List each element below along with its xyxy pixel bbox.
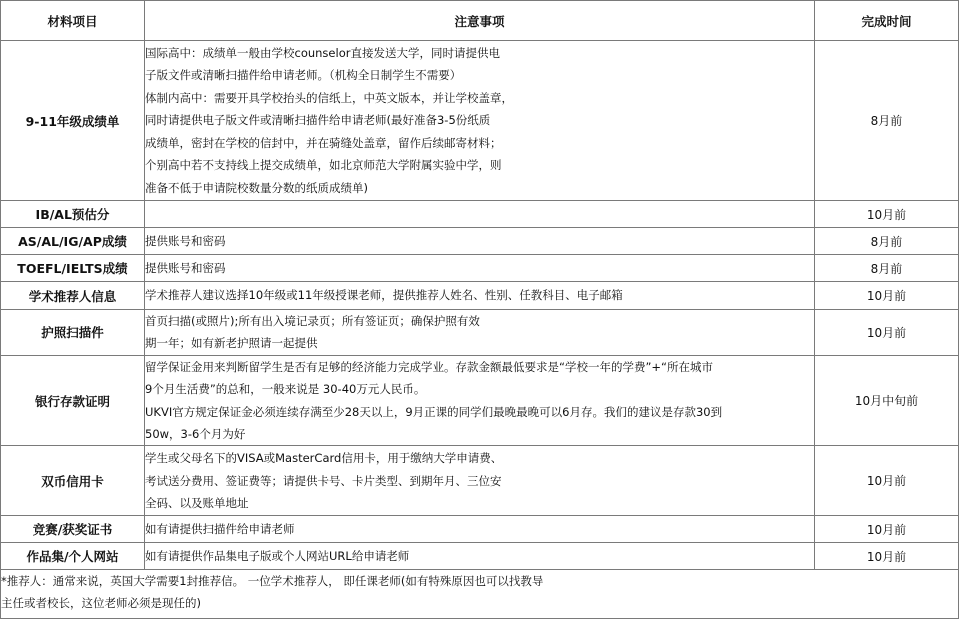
material-item: 学术推荐人信息 xyxy=(1,282,145,310)
material-item: 9-11年级成绩单 xyxy=(1,41,145,201)
note-line: 9个月生活费”的总和，一般来说是 30-40万元人民币。 xyxy=(145,382,426,397)
material-deadline: 10月中旬前 xyxy=(815,355,959,446)
material-notes xyxy=(145,355,815,446)
material-item: 银行存款证明 xyxy=(1,355,145,446)
note-line: 学生或父母名下的VISA或MasterCard信用卡，用于缴纳大学申请费、 xyxy=(145,451,503,466)
note-line: 提供账号和密码 xyxy=(145,233,226,248)
note-line: 如有请提供作品集电子版或个人网站URL给申请老师 xyxy=(145,549,410,564)
note-line: 首页扫描(或照片);所有出入境记录页；所有签证页；确保护照有效 xyxy=(145,314,480,328)
note-line: 期一年；如有新老护照请一起提供 xyxy=(145,336,318,351)
header-row xyxy=(1,1,959,41)
note-line: 成绩单，密封在学校的信封中，并在骑缝处盖章，留作后续邮寄材料； xyxy=(145,135,502,150)
note-line: 国际高中：成绩单一般由学校counselor直接发送大学，同时请提供电 xyxy=(145,46,500,61)
note-line: 留学保证金用来判断留学生是否有足够的经济能力完成学业。存款金额最低要求是“学校一年的学费”+“所在城市 xyxy=(145,359,714,374)
table-row xyxy=(1,201,959,228)
note-line: 同时请提供电子版文件或清晰扫描件给申请老师(最好准备3-5份纸质 xyxy=(145,113,491,128)
material-deadline: 8月前 xyxy=(815,255,959,282)
material-deadline: 10月前 xyxy=(815,543,959,570)
material-deadline: 10月前 xyxy=(815,201,959,228)
table-row xyxy=(1,543,959,570)
table-row xyxy=(1,310,959,356)
material-notes xyxy=(145,516,815,543)
material-notes xyxy=(145,446,815,516)
material-notes xyxy=(145,228,815,255)
material-notes xyxy=(145,543,815,570)
note-line: 全码、以及账单地址 xyxy=(145,496,249,511)
table-row xyxy=(1,41,959,201)
material-notes xyxy=(145,310,815,356)
header-deadline: 完成时间 xyxy=(815,1,959,41)
note-line: 考试送分费用、签证费等；请提供卡号、卡片类型、到期年月、三位安 xyxy=(145,473,502,488)
header-item: 材料项目 xyxy=(1,1,145,41)
material-notes xyxy=(145,255,815,282)
material-item: AS/AL/IG/AP成绩 xyxy=(1,228,145,255)
table-row xyxy=(1,282,959,310)
material-notes xyxy=(145,201,815,228)
note-line: 如有请提供扫描件给申请老师 xyxy=(145,522,295,537)
footnote-row xyxy=(1,570,959,619)
material-notes xyxy=(145,41,815,201)
note-line: 提供账号和密码 xyxy=(145,260,226,275)
table-row xyxy=(1,255,959,282)
material-deadline: 10月前 xyxy=(815,516,959,543)
table-row xyxy=(1,516,959,543)
material-deadline: 8月前 xyxy=(815,41,959,201)
footnote xyxy=(1,570,959,619)
footnote-line: 主任或者校长，这位老师必须是现任的) xyxy=(1,596,201,611)
note-line: 准备不低于申请院校数量分数的纸质成绩单) xyxy=(145,180,368,195)
table-row xyxy=(1,446,959,516)
material-deadline: 10月前 xyxy=(815,310,959,356)
material-item: 护照扫描件 xyxy=(1,310,145,356)
note-line: UKVI官方规定保证金必须连续存满至少28天以上，9月正课的同学们最晚最晚可以6月存。我们的建议是存款30到 xyxy=(145,404,723,419)
footnote-line: *推荐人：通常来说，英国大学需要1封推荐信。 一位学术推荐人， 即任课老师(如有特殊原因也可以找教导 xyxy=(1,574,544,589)
material-item: 双币信用卡 xyxy=(1,446,145,516)
note-line: 50w，3-6个月为好 xyxy=(145,427,246,442)
material-deadline: 10月前 xyxy=(815,446,959,516)
table-row xyxy=(1,228,959,255)
header-notes: 注意事项 xyxy=(145,1,815,41)
note-line: 个别高中若不支持线上提交成绩单，如北京师范大学附属实验中学，则 xyxy=(145,158,502,173)
material-item: 作品集/个人网站 xyxy=(1,543,145,570)
material-deadline: 8月前 xyxy=(815,228,959,255)
material-item: TOEFL/IELTS成绩 xyxy=(1,255,145,282)
note-line: 学术推荐人建议选择10年级或11年级授课老师，提供推荐人姓名、性别、任教科目、电子邮箱 xyxy=(145,288,623,303)
table-row xyxy=(1,355,959,446)
note-line: 体制内高中：需要开具学校抬头的信纸上，中英文版本，并让学校盖章， xyxy=(145,90,513,105)
material-item: 竞赛/获奖证书 xyxy=(1,516,145,543)
material-item: IB/AL预估分 xyxy=(1,201,145,228)
material-notes xyxy=(145,282,815,310)
note-line: 子版文件或清晰扫描件给申请老师。（机构全日制学生不需要） xyxy=(145,68,462,83)
material-deadline: 10月前 xyxy=(815,282,959,310)
